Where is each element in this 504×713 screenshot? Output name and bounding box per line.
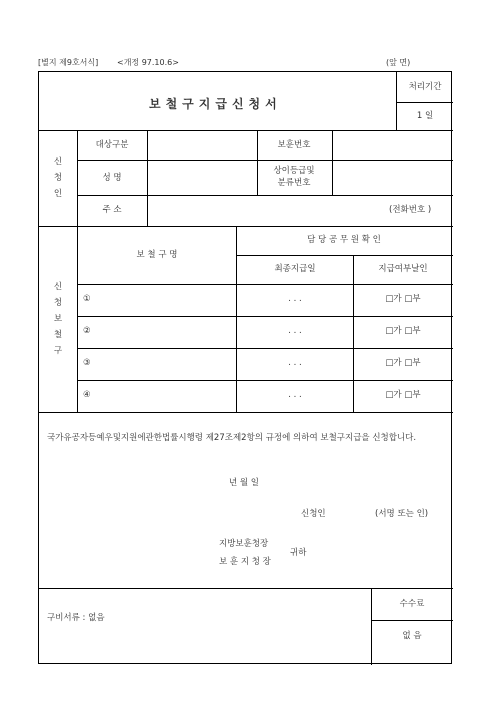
row-divider	[77, 160, 453, 161]
col-divider	[147, 130, 148, 226]
injury-grade-label: 상이등급및	[273, 166, 315, 176]
eligibility-checkbox[interactable]: □가 □부	[385, 390, 421, 400]
required-documents: 구비서류 : 없음	[47, 613, 105, 623]
last-payment-date: . . .	[288, 294, 302, 304]
eligibility-stamp-header: 지급여부날인	[378, 264, 428, 274]
target-type-label: 대상구분	[95, 140, 129, 150]
row-number: ③	[83, 358, 91, 368]
eligibility-checkbox[interactable]: □가 □부	[385, 358, 421, 368]
eligibility-checkbox[interactable]: □가 □부	[385, 326, 421, 336]
page-side: (앞 면)	[386, 58, 411, 67]
row-divider	[39, 412, 453, 413]
phone-number-label: (전화번호 )	[389, 205, 432, 215]
col-divider	[371, 588, 372, 665]
row-divider	[396, 102, 453, 103]
row-divider	[77, 195, 453, 196]
application-statement: 국가유공자등예우및지원에관한법률시행령 제27조제2항의 규정에 의하여 보철구지급을 신청합니다.	[47, 433, 417, 443]
col-divider	[236, 226, 237, 412]
col-divider	[257, 130, 258, 195]
veteran-number-label: 보훈번호	[277, 140, 311, 150]
address-label: 주 소	[102, 205, 122, 215]
recipient-suffix: 귀하	[290, 548, 307, 558]
fee-label: 수수료	[399, 599, 425, 609]
form-number: [별지 제9호서식]	[38, 58, 99, 67]
row-divider	[77, 316, 453, 317]
row-divider	[39, 130, 453, 131]
row-divider	[371, 620, 453, 621]
row-divider	[39, 588, 453, 589]
row-divider	[77, 348, 453, 349]
recipient-branch-office: 보 훈 지 청 장	[219, 557, 271, 567]
row-divider	[39, 226, 453, 227]
signature-note: (서명 또는 인)	[375, 509, 429, 519]
applicant-section-label: 신 청 인	[53, 157, 63, 199]
last-payment-date: . . .	[288, 390, 302, 400]
date-line: 년 월 일	[228, 478, 260, 488]
row-divider	[77, 380, 453, 381]
processing-period-label: 처리기간	[408, 82, 442, 92]
application-form	[38, 71, 452, 664]
last-payment-date-header: 최종지급일	[274, 264, 316, 274]
classification-number-label: 분류번호	[277, 178, 311, 188]
form-title: 보철구지급신청서	[149, 97, 282, 111]
last-payment-date: . . .	[288, 358, 302, 368]
row-divider	[236, 255, 453, 256]
col-divider	[353, 255, 354, 412]
revision-note: <개정 97.10.6>	[117, 58, 179, 67]
row-divider	[77, 284, 453, 285]
eligibility-checkbox[interactable]: □가 □부	[385, 294, 421, 304]
last-payment-date: . . .	[288, 326, 302, 336]
recipient-regional-office: 지방보훈청장	[219, 539, 269, 549]
prosthesis-name-header: 보 철 구 명	[136, 250, 178, 260]
col-divider	[396, 72, 397, 130]
name-label: 성 명	[102, 173, 122, 183]
official-confirmation-header: 담 당 공 무 원 확 인	[307, 235, 381, 245]
row-number: ①	[83, 294, 91, 304]
row-number: ②	[83, 326, 91, 336]
prosthesis-section-label: 신 청 보 철 구	[53, 282, 63, 356]
row-number: ④	[83, 390, 91, 400]
col-divider	[77, 130, 78, 412]
fee-value: 없 음	[402, 631, 422, 641]
processing-period-value: 1 일	[416, 111, 434, 121]
applicant-signature-label: 신청인	[301, 509, 326, 519]
col-divider	[332, 130, 333, 195]
